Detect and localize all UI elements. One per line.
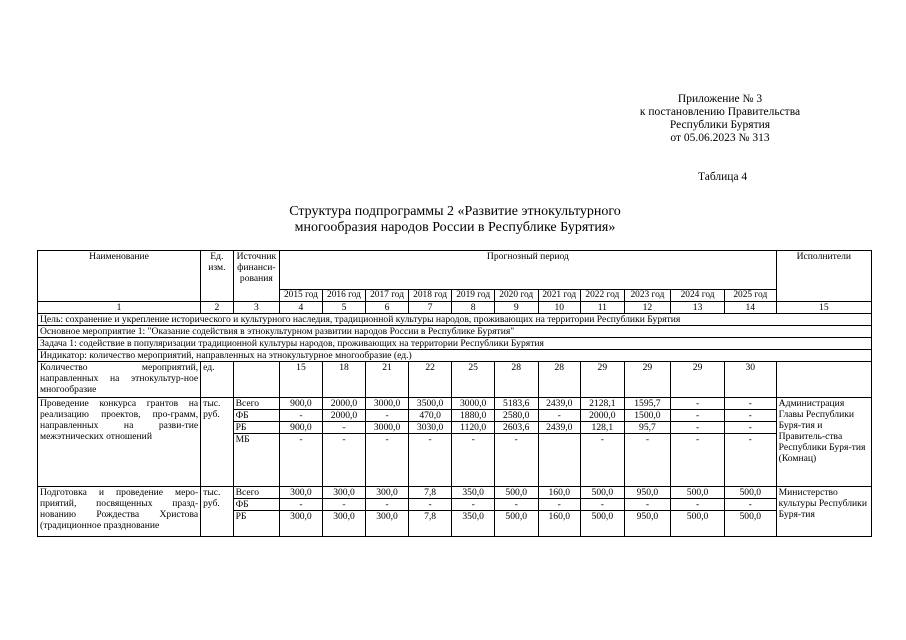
value-cell: 5183,6 <box>494 398 538 410</box>
appendix-line-1: Приложение № 3 <box>677 93 763 105</box>
value-cell: 350,0 <box>452 511 495 537</box>
value-cell: 2439,0 <box>538 398 581 410</box>
value-cell: 22 <box>408 362 452 398</box>
title-line-2: многообразия народов России в Республике Бурятия» <box>294 220 616 235</box>
table-label: Таблица 4 <box>698 171 748 183</box>
value-cell: - <box>724 410 776 422</box>
value-cell: - <box>408 434 452 487</box>
appendix-line-4: от 05.06.2023 № 313 <box>670 132 770 144</box>
value-cell: 2128,1 <box>581 398 625 410</box>
goal-text: Цель: сохранение и укрепление исторического и культурного наследия, традиционной культуры народов, проживающих на территории Республики Бурятия <box>38 314 872 326</box>
value-cell: - <box>280 499 323 511</box>
value-cell: - <box>408 499 452 511</box>
indicator-text: Индикатор: количество мероприятий, направленных на этнокультурное многообразие (ед.) <box>38 350 872 362</box>
year-cell: 2019 год <box>452 290 495 302</box>
value-cell: - <box>322 499 366 511</box>
value-cell: 1880,0 <box>452 410 495 422</box>
indicator-row <box>38 350 872 362</box>
column-number: 9 <box>494 302 538 314</box>
source-cell: ФБ <box>233 410 280 422</box>
value-cell: 500,0 <box>581 487 625 499</box>
value-cell: - <box>724 499 776 511</box>
value-cell: 3000,0 <box>366 422 409 434</box>
value-cell: 950,0 <box>624 511 671 537</box>
value-cell: 300,0 <box>366 511 409 537</box>
executor-cell: Министерство культуры Республики Буря-тия <box>776 487 871 537</box>
year-cell: 2022 год <box>581 290 625 302</box>
value-cell: - <box>581 434 625 487</box>
value-cell: 7,8 <box>408 511 452 537</box>
source-cell: Всего <box>233 398 280 410</box>
value-cell: 900,0 <box>280 398 323 410</box>
value-cell: 300,0 <box>322 511 366 537</box>
value-cell: - <box>280 410 323 422</box>
source-cell <box>233 362 280 398</box>
value-cell: 128,1 <box>581 422 625 434</box>
year-cell: 2017 год <box>366 290 409 302</box>
value-cell: 30 <box>724 362 776 398</box>
column-number-row <box>38 302 872 314</box>
unit-cell: ед. <box>201 362 233 398</box>
value-cell: 470,0 <box>408 410 452 422</box>
appendix-note <box>600 93 840 145</box>
value-cell: - <box>671 422 725 434</box>
value-cell: 25 <box>452 362 495 398</box>
value-cell: 160,0 <box>538 511 581 537</box>
source-cell: РБ <box>233 511 280 537</box>
value-cell: 7,8 <box>408 487 452 499</box>
value-cell: 300,0 <box>322 487 366 499</box>
value-cell: - <box>366 434 409 487</box>
column-number: 4 <box>280 302 323 314</box>
value-cell: 2000,0 <box>322 398 366 410</box>
executor-cell <box>776 362 871 398</box>
event-name: Проведение конкурса грантов на реализацию проектов, про-грамм, направленных на разви-тие межэтнических отношений <box>38 398 201 487</box>
value-cell: 500,0 <box>724 487 776 499</box>
value-cell: 350,0 <box>452 487 495 499</box>
value-cell: 1595,7 <box>624 398 671 410</box>
appendix-line-3: Республики Бурятия <box>669 119 771 131</box>
header-source: Источник финанси-рования <box>233 251 280 302</box>
value-cell: - <box>581 499 625 511</box>
value-cell: - <box>366 499 409 511</box>
goal-row <box>38 314 872 326</box>
value-cell: - <box>452 499 495 511</box>
table-row <box>38 362 872 398</box>
value-cell: 500,0 <box>494 511 538 537</box>
header-executors: Исполнители <box>776 251 871 302</box>
value-cell: 29 <box>624 362 671 398</box>
subprogram-structure-table <box>37 250 872 537</box>
unit-cell: тыс. руб. <box>201 398 233 487</box>
value-cell: 29 <box>581 362 625 398</box>
executor-cell: Администрация Главы Республики Буря-тия и Правитель-ства Республики Буря-тия (Комнац) <box>776 398 871 487</box>
header-name: Наименование <box>38 251 201 302</box>
value-cell: 500,0 <box>581 511 625 537</box>
value-cell: 950,0 <box>624 487 671 499</box>
value-cell: - <box>538 410 581 422</box>
value-cell: - <box>724 434 776 487</box>
value-cell: - <box>724 422 776 434</box>
value-cell: 18 <box>322 362 366 398</box>
value-cell: 500,0 <box>671 487 725 499</box>
value-cell: 29 <box>671 362 725 398</box>
value-cell: 2000,0 <box>322 410 366 422</box>
value-cell: 160,0 <box>538 487 581 499</box>
value-cell: - <box>322 434 366 487</box>
column-number: 14 <box>724 302 776 314</box>
task-text: Задача 1: содействие в популяризации традиционной культуры народов, проживающих на территории Республики Бурятия <box>38 338 872 350</box>
value-cell: 95,7 <box>624 422 671 434</box>
header-period: Прогнозный период <box>280 251 776 290</box>
source-cell: МБ <box>233 434 280 487</box>
value-cell: - <box>538 499 581 511</box>
column-number: 8 <box>452 302 495 314</box>
value-cell: - <box>624 434 671 487</box>
value-cell: 900,0 <box>280 422 323 434</box>
column-number: 15 <box>776 302 871 314</box>
value-cell: 28 <box>494 362 538 398</box>
source-cell: ФБ <box>233 499 280 511</box>
indicator-name: Количество мероприятий, направленных на этнокультур-ное многообразие <box>38 362 201 398</box>
column-number: 7 <box>408 302 452 314</box>
main-event-row <box>38 326 872 338</box>
document-title <box>230 204 680 236</box>
column-number: 1 <box>38 302 201 314</box>
value-cell: - <box>280 434 323 487</box>
year-cell: 2024 год <box>671 290 725 302</box>
header-unit: Ед. изм. <box>201 251 233 302</box>
value-cell: - <box>671 410 725 422</box>
value-cell: - <box>724 398 776 410</box>
source-cell: РБ <box>233 422 280 434</box>
value-cell: 28 <box>538 362 581 398</box>
value-cell: - <box>671 398 725 410</box>
value-cell: 15 <box>280 362 323 398</box>
value-cell: - <box>494 434 538 487</box>
value-cell: 3000,0 <box>366 398 409 410</box>
value-cell: - <box>671 499 725 511</box>
value-cell <box>538 434 581 487</box>
value-cell: 500,0 <box>724 511 776 537</box>
value-cell: 1500,0 <box>624 410 671 422</box>
value-cell: 2439,0 <box>538 422 581 434</box>
value-cell: - <box>624 499 671 511</box>
column-number: 12 <box>624 302 671 314</box>
value-cell: 3000,0 <box>452 398 495 410</box>
year-cell: 2020 год <box>494 290 538 302</box>
value-cell: - <box>494 499 538 511</box>
value-cell: - <box>322 422 366 434</box>
event-name: Подготовка и проведение меро-приятий, посвященных празд-нованию Рождества Христова (традиционное празднование <box>38 487 201 537</box>
year-cell: 2025 год <box>724 290 776 302</box>
column-number: 11 <box>581 302 625 314</box>
value-cell: 300,0 <box>280 487 323 499</box>
value-cell: 300,0 <box>366 487 409 499</box>
value-cell: - <box>452 434 495 487</box>
year-cell: 2015 год <box>280 290 323 302</box>
table-row <box>38 487 872 499</box>
title-line-1: Структура подпрограммы 2 «Развитие этнокультурного <box>289 204 621 219</box>
column-number: 5 <box>322 302 366 314</box>
value-cell: 21 <box>366 362 409 398</box>
value-cell: 2603,6 <box>494 422 538 434</box>
header-row <box>38 251 872 290</box>
year-cell: 2018 год <box>408 290 452 302</box>
main-event-text: Основное мероприятие 1: "Оказание содействия в этнокультурном развитии народов России в Республике Бурятия" <box>38 326 872 338</box>
column-number: 10 <box>538 302 581 314</box>
value-cell: 1120,0 <box>452 422 495 434</box>
value-cell: 500,0 <box>494 487 538 499</box>
year-cell: 2023 год <box>624 290 671 302</box>
source-cell: Всего <box>233 487 280 499</box>
value-cell: 300,0 <box>280 511 323 537</box>
year-cell: 2016 год <box>322 290 366 302</box>
task-row <box>38 338 872 350</box>
table-row <box>38 398 872 410</box>
appendix-line-2: к постановлению Правительства <box>639 106 801 118</box>
value-cell: 2580,0 <box>494 410 538 422</box>
value-cell: - <box>366 410 409 422</box>
value-cell: 3030,0 <box>408 422 452 434</box>
unit-cell: тыс. руб. <box>201 487 233 537</box>
value-cell: 3500,0 <box>408 398 452 410</box>
column-number: 6 <box>366 302 409 314</box>
column-number: 3 <box>233 302 280 314</box>
value-cell: 2000,0 <box>581 410 625 422</box>
year-cell: 2021 год <box>538 290 581 302</box>
column-number: 2 <box>201 302 233 314</box>
value-cell: 500,0 <box>671 511 725 537</box>
column-number: 13 <box>671 302 725 314</box>
value-cell: - <box>671 434 725 487</box>
